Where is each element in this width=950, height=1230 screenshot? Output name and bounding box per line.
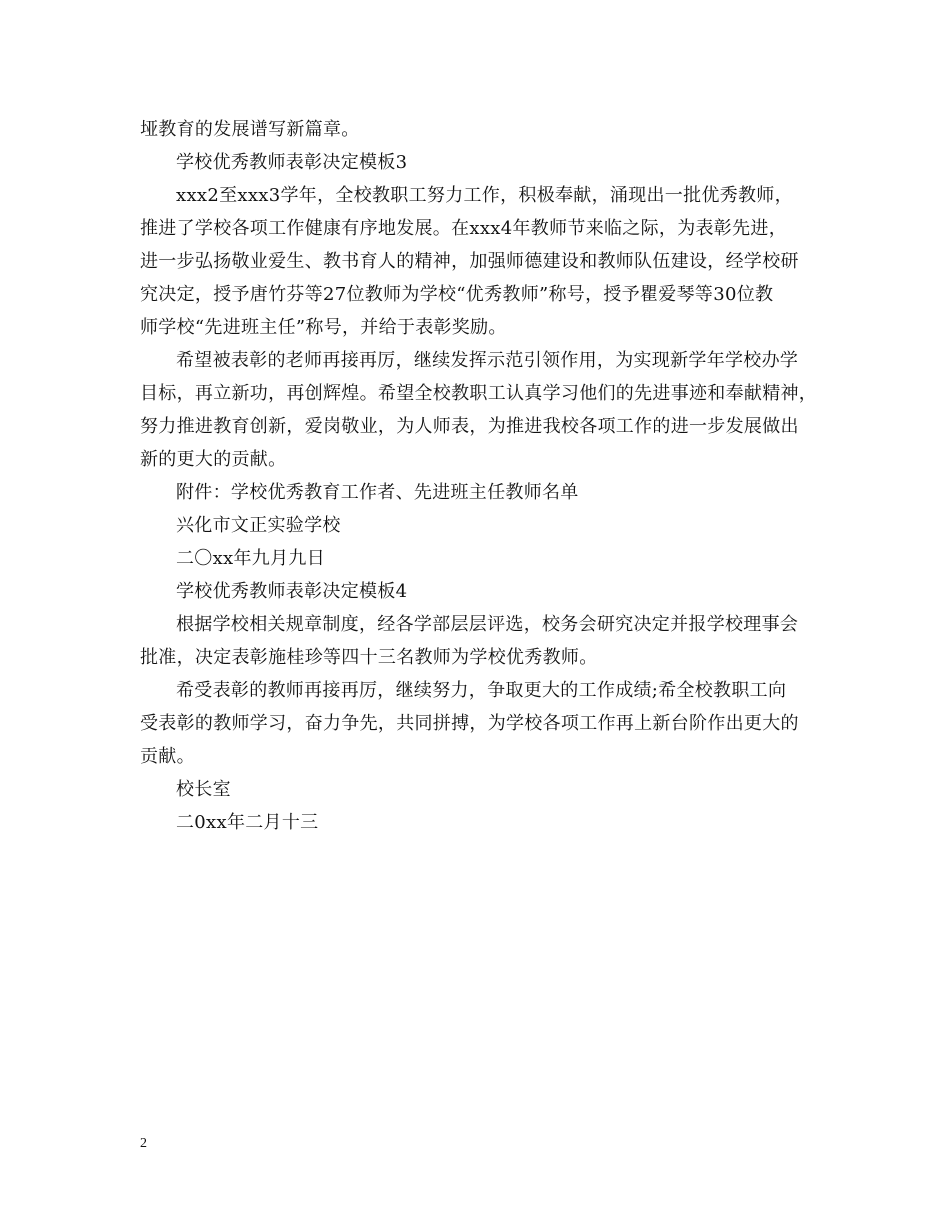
paragraph-line: 究决定，授予唐竹芬等27位教师为学校“优秀教师”称号，授予瞿爱琴等30位教	[140, 284, 774, 305]
paragraph-line: 新的更大的贡献。	[140, 449, 287, 470]
signature-date: 二〇xx年九月九日	[176, 548, 326, 569]
paragraph-line: 垭教育的发展谱写新篇章。	[140, 119, 360, 140]
page-number: 2	[140, 1136, 147, 1151]
paragraph-line: xxx2至xxx3学年，全校教职工努力工作，积极奉献，涌现出一批优秀教师，	[176, 185, 793, 206]
paragraph-line: 批准，决定表彰施桂珍等四十三名教师为学校优秀教师。	[140, 647, 598, 668]
paragraph-line: 目标，再立新功，再创辉煌。希望全校教职工认真学习他们的先进事迹和奉献精神，	[140, 383, 818, 404]
document-body	[140, 113, 840, 839]
paragraph-line: 根据学校相关规章制度，经各学部层层评选，校务会研究决定并报学校理事会	[176, 614, 799, 635]
signature-date: 二0xx年二月十三	[176, 812, 319, 833]
paragraph-line: 贡献。	[140, 746, 195, 767]
paragraph-line: 努力推进教育创新，爱岗敬业，为人师表，为推进我校各项工作的进一步发展做出	[140, 416, 799, 437]
paragraph-line: 希受表彰的教师再接再厉，继续努力，争取更大的工作成绩;希全校教职工向	[176, 680, 787, 701]
section-heading: 学校优秀教师表彰决定模板4	[176, 581, 408, 602]
attachment-line: 附件：学校优秀教育工作者、先进班主任教师名单	[176, 482, 579, 503]
paragraph-line: 推进了学校各项工作健康有序地发展。在xxx4年教师节来临之际，为表彰先进，	[140, 218, 788, 239]
signature-org: 兴化市文正实验学校	[176, 515, 341, 536]
paragraph-line: 进一步弘扬敬业爱生、教书育人的精神，加强师德建设和教师队伍建设，经学校研	[140, 251, 799, 272]
paragraph-line: 师学校“先进班主任”称号，并给于表彰奖励。	[140, 317, 507, 338]
paragraph-line: 受表彰的教师学习，奋力争先，共同拼搏，为学校各项工作再上新台阶作出更大的	[140, 713, 799, 734]
paragraph-line: 希望被表彰的老师再接再厉，继续发挥示范引领作用，为实现新学年学校办学	[176, 350, 799, 371]
signature-org: 校长室	[176, 779, 231, 800]
section-heading: 学校优秀教师表彰决定模板3	[176, 152, 408, 173]
